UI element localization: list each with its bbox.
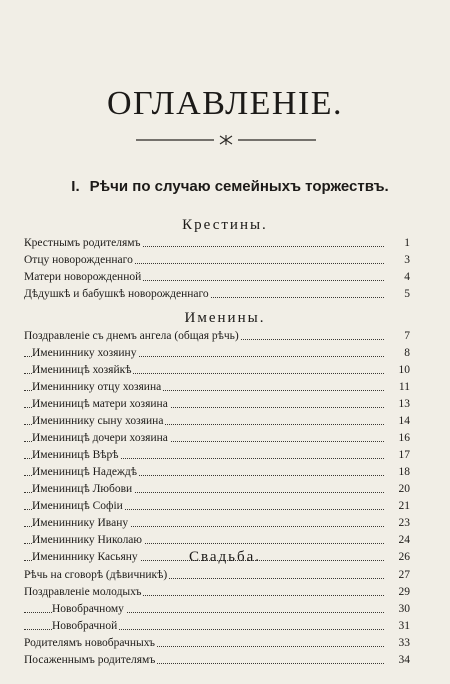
toc-row xyxy=(24,235,410,252)
toc-row xyxy=(24,584,410,601)
toc-row xyxy=(24,379,410,396)
page-title: ОГЛАВЛЕНІЕ. xyxy=(106,85,344,122)
divider-ornament-icon xyxy=(136,134,316,146)
group-list-krestiny xyxy=(24,235,410,303)
toc-row xyxy=(24,286,410,303)
toc-entry-label: Имениницѣ Вѣрѣ xyxy=(32,447,121,464)
group-heading-svadba: Свадьба. xyxy=(188,549,262,565)
toc-entry-label: Имениннику Касьяну xyxy=(32,549,140,566)
toc-entry-page: 21 xyxy=(386,498,410,515)
section-title: Рѣчи по случаю семейныхъ торжествъ. xyxy=(89,178,389,195)
toc-entry-label: Имениннику Ивану xyxy=(32,515,130,532)
toc-row xyxy=(24,601,410,618)
toc-entry-page: 33 xyxy=(386,635,410,652)
toc-row xyxy=(24,567,410,584)
toc-entry-label: Имениницѣ Любови xyxy=(32,481,134,498)
group-heading-krestiny: Крестины. xyxy=(182,217,268,233)
section-heading xyxy=(40,177,420,197)
toc-entry-page: 17 xyxy=(386,447,410,464)
toc-entry-page: 23 xyxy=(386,515,410,532)
toc-entry-page: 26 xyxy=(386,549,410,566)
toc-entry-label: Посаженнымъ родителямъ xyxy=(24,652,157,669)
toc-row xyxy=(24,269,410,286)
toc-entry-page: 18 xyxy=(386,464,410,481)
toc-entry-label: Родителямъ новобрачныхъ xyxy=(24,635,157,652)
toc-entry-label: Имениннику сыну хозяина xyxy=(32,413,165,430)
toc-entry-page: 29 xyxy=(386,584,410,601)
toc-entry-label: Имениннику Николаю xyxy=(32,532,144,549)
toc-row xyxy=(24,464,410,481)
toc-entry-page: 31 xyxy=(386,618,410,635)
toc-entry-page: 3 xyxy=(386,252,410,269)
toc-entry-label: Поздравленіе съ днемъ ангела (общая рѣчь) xyxy=(24,328,241,345)
toc-entry-label: Имениннику хозяину xyxy=(32,345,138,362)
toc-entry-page: 4 xyxy=(386,269,410,286)
toc-row xyxy=(24,498,410,515)
toc-entry-label: Имениницѣ матери хозяина xyxy=(32,396,170,413)
toc-entry-label: Новобрачному xyxy=(52,601,126,618)
toc-row xyxy=(24,481,410,498)
toc-entry-label: Имениницѣ хозяйкѣ xyxy=(32,362,133,379)
toc-row xyxy=(24,652,410,669)
toc-row xyxy=(24,328,410,345)
toc-row xyxy=(24,618,410,635)
toc-row xyxy=(24,515,410,532)
toc-entry-page: 13 xyxy=(386,396,410,413)
toc-entry-label: Дѣдушкѣ и бабушкѣ новорожденнаго xyxy=(24,286,211,303)
group-list-svadba xyxy=(24,567,410,669)
toc-entry-label: Имениннику отцу хозяина xyxy=(32,379,163,396)
toc-entry-page: 14 xyxy=(386,413,410,430)
toc-entry-page: 27 xyxy=(386,567,410,584)
group-list-imeniny xyxy=(24,328,410,566)
toc-row xyxy=(24,447,410,464)
toc-entry-label: Имениницѣ Надеждѣ xyxy=(32,464,139,481)
toc-entry-label: Рѣчь на сговорѣ (дѣвичникѣ) xyxy=(24,567,169,584)
section-number: I. xyxy=(71,178,80,195)
toc-entry-label: Отцу новорожденнаго xyxy=(24,252,135,269)
toc-entry-page: 5 xyxy=(386,286,410,303)
toc-entry-page: 16 xyxy=(386,430,410,447)
toc-entry-label: Имениницѣ дочери хозяина xyxy=(32,430,170,447)
toc-row xyxy=(24,532,410,549)
toc-entry-label: Крестнымъ родителямъ xyxy=(24,235,142,252)
toc-entry-label: Новобрачной xyxy=(52,618,119,635)
toc-row xyxy=(24,396,410,413)
toc-entry-page: 30 xyxy=(386,601,410,618)
toc-row xyxy=(24,252,410,269)
toc-entry-page: 1 xyxy=(386,235,410,252)
toc-entry-page: 11 xyxy=(386,379,410,396)
toc-entry-page: 34 xyxy=(386,652,410,669)
group-heading-imeniny: Именины. xyxy=(184,310,266,326)
toc-entry-page: 7 xyxy=(386,328,410,345)
toc-entry-page: 20 xyxy=(386,481,410,498)
toc-row xyxy=(24,430,410,447)
toc-row xyxy=(24,635,410,652)
toc-entry-page: 8 xyxy=(386,345,410,362)
toc-row xyxy=(24,413,410,430)
toc-entry-label: Матери новорожденной xyxy=(24,269,143,286)
toc-entry-label: Имениницѣ Софіи xyxy=(32,498,125,515)
toc-entry-page: 24 xyxy=(386,532,410,549)
toc-entry-label: Поздравленіе молодыхъ xyxy=(24,584,143,601)
toc-row xyxy=(24,362,410,379)
toc-entry-page: 10 xyxy=(386,362,410,379)
toc-row xyxy=(24,345,410,362)
